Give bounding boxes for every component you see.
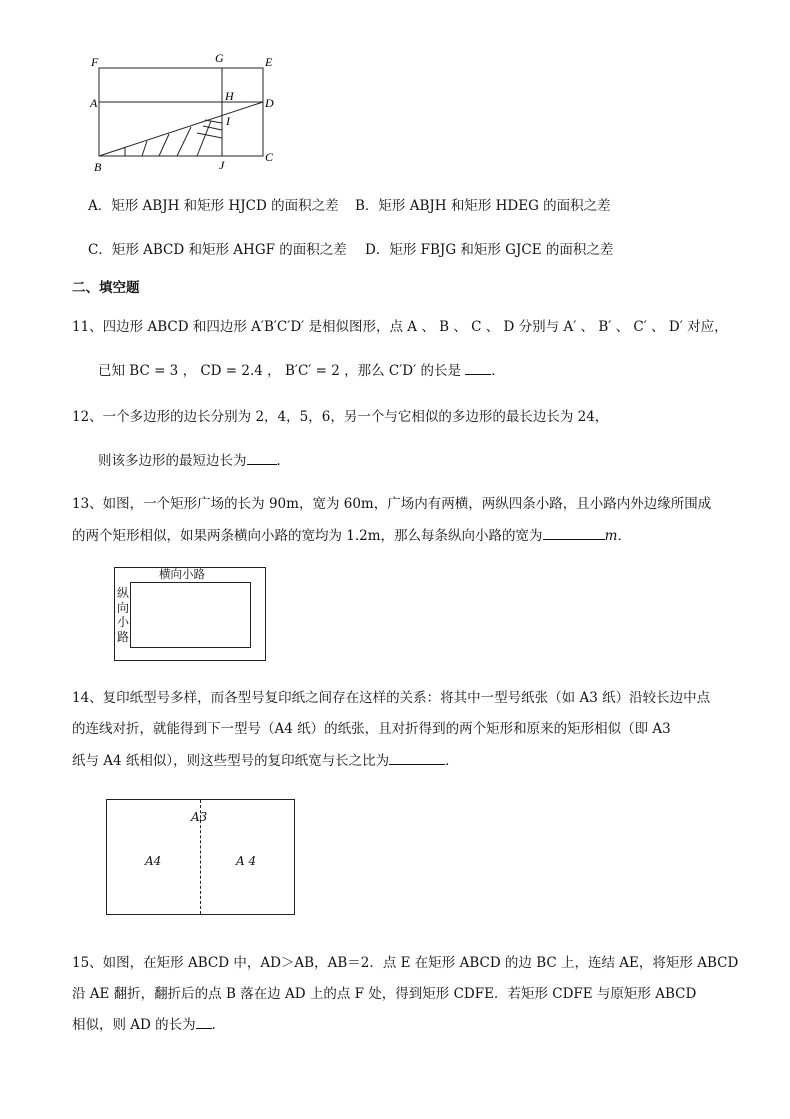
answer-blank[interactable] [389,752,445,765]
q12-line1: 12、一个多边形的边长分别为 2，4，5，6，另一个与它相似的多边形的最长边长为 24， [72,409,609,425]
answer-blank[interactable] [465,362,491,375]
q11-line1: 11、四边形 ABCD 和四边形 A′B′C′D′ 是相似图形，点 A 、 B 、 C 、 D 分别与 A′ 、 B′ 、 C′ 、 D′ 对应， [72,319,728,335]
section-title: 二、填空题 [72,280,140,296]
q14-line1: 14、复印纸型号多样，而各型号复印纸之间存在这样的关系：将其中一型号纸张（如 A3 纸）沿较长边中点 [72,690,711,706]
q13-line2: 的两个矩形相似，如果两条横向小路的宽均为 1.2m，那么每条纵向小路的宽为 m． [72,528,631,544]
label-G: G [215,51,224,65]
label-J: J [219,158,225,172]
plaza-figure [114,567,266,661]
q14-line2: 的连线对折，就能得到下一型号（A4 纸）的纸张，且对折得到的两个矩形和原来的矩形相似（即 A3 [72,721,671,737]
a4-right-label: A 4 [236,854,257,868]
q14-line3: 纸与 A4 纸相似），则这些型号的复印纸宽与长之比为 ． [72,753,459,769]
paper-figure [106,799,295,915]
q11-line2: 已知 BC = 3 ， CD = 2.4 ， B′C′ = 2 ，那么 C′D′ 的长是 ． [98,363,505,379]
q13-line1: 13、如图，一个矩形广场的长为 90m，宽为 60m，广场内有两横，两纵四条小路，且小路内外边缘所围成 [72,496,712,512]
label-C: C [265,150,274,164]
q12-line2: 则该多边形的最短边长为 ． [98,453,290,469]
answer-blank[interactable] [196,1016,212,1029]
q15-line3: 相似，则 AD 的长为 ． [72,1017,226,1033]
label-F: F [91,55,99,69]
label-A: A [90,96,98,110]
a3-label: A3 [191,810,208,824]
option-a: A．矩形 ABJH 和矩形 HJCD 的面积之差 [88,198,339,214]
label-D: D [265,96,274,110]
vertical-path-label: 纵 向 小 路 [116,586,129,644]
answer-blank[interactable] [543,527,605,540]
label-H: H [225,89,234,103]
geometry-figure-1 [85,50,285,175]
q15-line1: 15、如图，在矩形 ABCD 中，AD＞AB，AB＝2．点 E 在矩形 ABCD 的边 BC 上，连结 AE，将矩形 ABCD [72,955,739,971]
answer-blank[interactable] [247,452,277,465]
a4-left-label: A4 [145,854,162,868]
q15-line2: 沿 AE 翻折，翻折后的点 B 落在边 AD 上的点 F 处，得到矩形 CDFE．若矩形 CDFE 与原矩形 ABCD [72,986,697,1002]
inner-rectangle [130,582,251,648]
option-d: D．矩形 FBJG 和矩形 GJCE 的面积之差 [365,242,614,258]
option-b: B．矩形 ABJH 和矩形 HDEG 的面积之差 [355,198,611,214]
option-c: C．矩形 ABCD 和矩形 AHGF 的面积之差 [88,242,347,258]
label-I: I [226,114,230,128]
horizontal-path-label: 横向小路 [159,567,205,581]
label-E: E [265,55,273,69]
label-B: B [94,160,102,174]
